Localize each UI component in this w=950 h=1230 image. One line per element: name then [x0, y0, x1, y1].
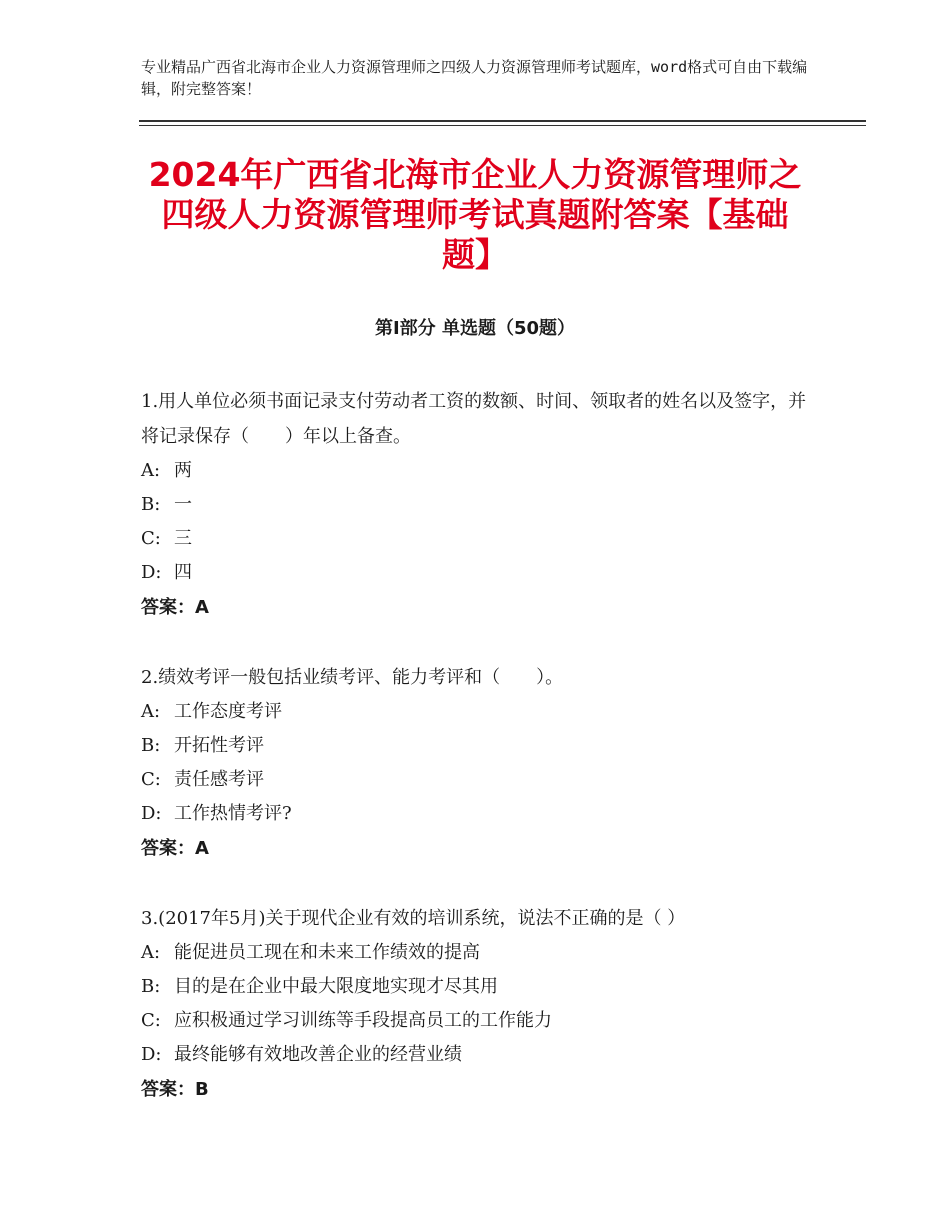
option-key: C:: [141, 1010, 161, 1031]
option-d: [141, 797, 821, 831]
option-key: A:: [141, 460, 161, 481]
question-2: [141, 660, 821, 867]
answer-line: 答案：A: [141, 838, 209, 859]
option-a: [141, 695, 821, 729]
option-d: [141, 556, 821, 590]
option-text: 一: [174, 494, 192, 515]
option-text: 四: [174, 562, 192, 583]
option-text: 开拓性考评: [174, 735, 264, 756]
option-text: 目的是在企业中最大限度地实现才尽其用: [174, 976, 498, 997]
question-stem: 1.用人单位必须书面记录支付劳动者工资的数额、时间、领取者的姓名以及签字，并将记录保存（ ）年以上备查。: [141, 391, 807, 447]
section-heading: 第Ⅰ部分 单选题（50题）: [374, 318, 575, 339]
option-a: [141, 454, 821, 488]
option-text: 最终能够有效地改善企业的经营业绩: [174, 1044, 462, 1065]
option-text: 两: [174, 460, 192, 481]
option-b: [141, 970, 821, 1004]
option-key: D:: [141, 562, 162, 583]
option-key: D:: [141, 1044, 162, 1065]
question-3: [141, 901, 821, 1108]
question-stem: 2.绩效考评一般包括业绩考评、能力考评和（ ）。: [141, 667, 564, 688]
option-a: [141, 936, 821, 970]
option-text: 应积极通过学习训练等手段提高员工的工作能力: [174, 1010, 552, 1031]
answer-line: 答案：A: [141, 597, 209, 618]
option-key: C:: [141, 769, 161, 790]
option-key: A:: [141, 942, 161, 963]
option-key: C:: [141, 528, 161, 549]
option-c: [141, 1004, 821, 1038]
question-1: [141, 384, 821, 626]
document-title: 2024年广西省北海市企业人力资源管理师之四级人力资源管理师考试真题附答案【基础题】: [148, 155, 802, 274]
option-d: [141, 1038, 821, 1072]
question-list: [141, 384, 821, 1142]
option-c: [141, 522, 821, 556]
question-stem: 3.(2017年5月)关于现代企业有效的培训系统，说法不正确的是（ ）: [141, 908, 686, 929]
option-text: 三: [174, 528, 192, 549]
option-text: 能促进员工现在和未来工作绩效的提高: [174, 942, 480, 963]
option-key: A:: [141, 701, 161, 722]
option-key: B:: [141, 735, 161, 756]
option-key: B:: [141, 494, 161, 515]
option-c: [141, 763, 821, 797]
option-key: D:: [141, 803, 162, 824]
header-rule-thin: [139, 125, 866, 126]
header-rule-thick: [139, 120, 866, 122]
option-text: 工作态度考评: [174, 701, 282, 722]
option-b: [141, 729, 821, 763]
option-text: 责任感考评: [174, 769, 264, 790]
option-b: [141, 488, 821, 522]
header-note: 专业精品广西省北海市企业人力资源管理师之四级人力资源管理师考试题库，word格式可自由下载编辑，附完整答案！: [141, 58, 808, 98]
option-text: 工作热情考评?: [174, 803, 292, 824]
answer-line: 答案：B: [141, 1079, 209, 1100]
option-key: B:: [141, 976, 161, 997]
